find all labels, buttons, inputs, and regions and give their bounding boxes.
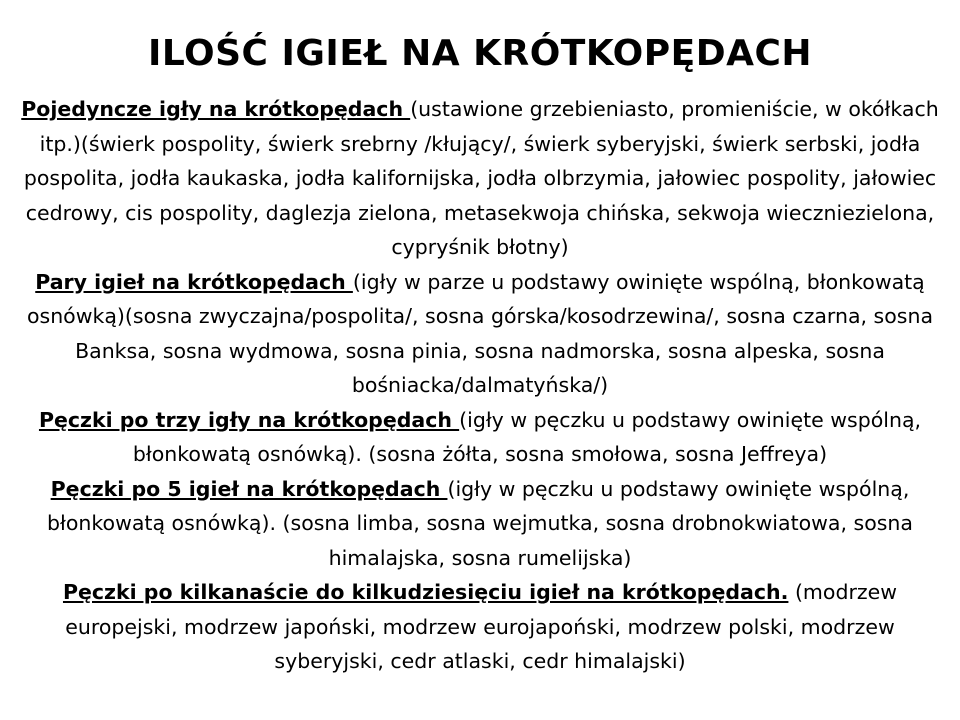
- section-five-needle-bundles: [14, 472, 946, 576]
- section-heading: Pojedyncze igły na krótkopędach: [21, 97, 411, 121]
- section-text: (igły w parze u podstawy owinięte wspólną, błonkowatą osnówką)(sosna zwyczajna/pospolita/, sosna górska/kosodrzewina/, sosna czarna, sosna Banksa, sosna wydmowa, sosna pinia, sosna nadmorska, sosna alpeska, sosna bośniacka/dalmatyńska/): [26, 269, 934, 397]
- section-heading: Pęczki po trzy igły na krótkopędach: [38, 407, 460, 432]
- section-heading: Pęczki po kilkanaście do kilkudziesięciu igieł na krótkopędach.: [62, 580, 789, 604]
- section-many-needle-bundles: [14, 575, 946, 679]
- section-text: (igły w pęczku u podstawy owinięte wspólną, błonkowatą osnówką). (sosna limba, sosna wejmutka, sosna drobnokwiatowa, sosna himalajska, sosna rumelijska): [47, 476, 913, 570]
- section-heading: Pęczki po 5 igieł na krótkopędach: [50, 476, 448, 501]
- slide-body: [14, 92, 946, 679]
- section-three-needle-bundles: [14, 403, 946, 472]
- section-single-needles: [14, 92, 946, 265]
- section-text: (ustawione grzebieniasto, promieniście, w okółkach itp.)(świerk pospolity, świerk srebrny /kłujący/, świerk syberyjski, świerk serbski, jodła pospolita, jodła kaukaska, jodła kalifornijska, jodła olbrzymia, jałowiec pospolity, jałowiec cedrowy, cis pospolity, daglezja zielona, metasekwoja chińska, sekwoja wieczniezielona, cypryśnik błotny): [23, 97, 939, 259]
- section-text: (modrzew europejski, modrzew japoński, modrzew eurojapoński, modrzew polski, modrzew syberyjski, cedr atlaski, cedr himalajski): [65, 580, 898, 673]
- slide-title: ILOŚĆ IGIEŁ NA KRÓTKOPĘDACH: [147, 33, 813, 74]
- section-text: (igły w pęczku u podstawy owinięte wspólną, błonkowatą osnówką). (sosna żółta, sosna smołowa, sosna Jeffreya): [132, 407, 922, 466]
- section-heading: Pary igieł na krótkopędach: [35, 269, 353, 294]
- section-needle-pairs: [14, 265, 946, 403]
